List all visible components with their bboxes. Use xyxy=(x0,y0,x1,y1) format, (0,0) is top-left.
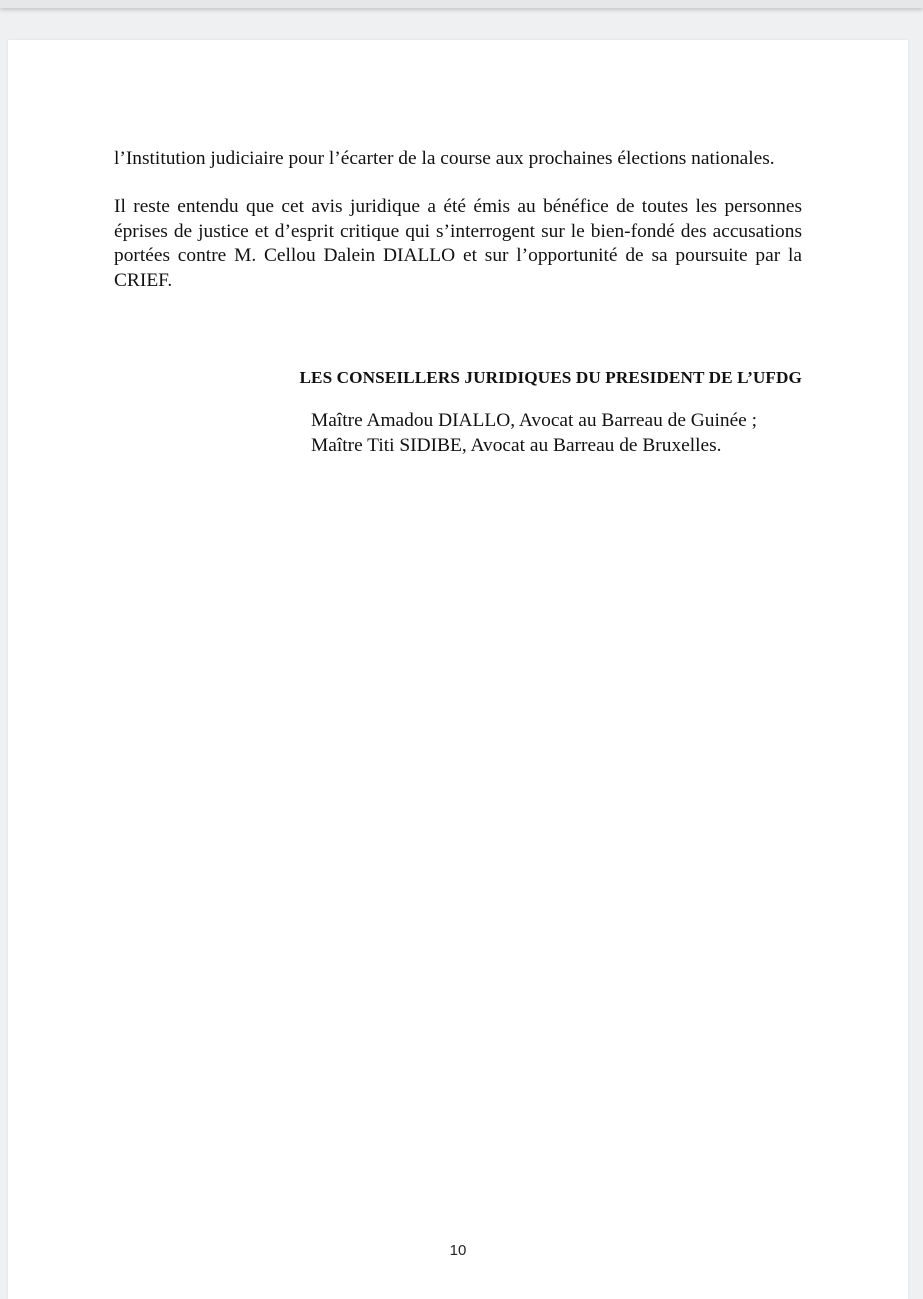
page-body xyxy=(114,147,802,293)
page-number: 10 xyxy=(449,1242,467,1259)
signatory-amadou-diallo: Maître Amadou DIALLO, Avocat au Barreau de Guinée ; xyxy=(311,410,758,431)
paragraph-continuation: l’Institution judiciaire pour l’écarter de la course aux prochaines élections nationales. xyxy=(114,148,775,169)
signature-heading: LES CONSEILLERS JURIDIQUES DU PRESIDENT DE L’UFDG xyxy=(299,368,802,387)
document-page xyxy=(8,40,908,1299)
viewer-toolbar xyxy=(0,0,923,8)
signatory-titi-sidibe: Maître Titi SIDIBE, Avocat au Barreau de Bruxelles. xyxy=(311,435,722,456)
signatories-list xyxy=(311,408,802,458)
paragraph-legal-opinion: Il reste entendu que cet avis juridique a été émis au bénéfice de toutes les personnes éprises de justice et d’esprit critique qui s’interrogent sur le bien-fondé des accusations portées contre M. Cellou Dalein DIALLO et sur l’opportunité de sa poursuite par la CRIEF. xyxy=(114,196,802,291)
signature-block xyxy=(114,366,802,458)
